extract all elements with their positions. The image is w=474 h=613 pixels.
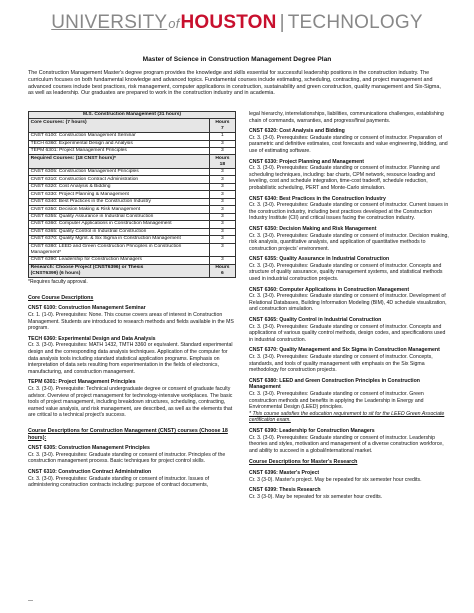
course-text: Cr. 3. (3-0). Prerequisites: MATH 1432, TMTH 3360 or equivalent. Standard experimental design and the corresponding data analysis techniques. Application of the computer for data analysis tools including standard statistical application programs. Emphasis on interpretation of data sets resulting from experimentation in the fields of electronics, manufacturing, and construction management. [28,342,233,375]
hours-cell: 3 [209,176,235,183]
course-text: Cr. 3. (3-0). Prerequisites: Graduate standing or consent of instructor. Current issues in the construction industry, including best practices developed at the Construction Industry Institute (CII) and critical issues facing the construction industry. [249,202,449,222]
course-title: CNST 6320: Cost Analysis and Bidding [249,128,345,135]
faculty-approval-note: *Requires faculty approval. [28,279,88,286]
course-text: Cr. 3. (3-0). Prerequisites: Graduate standing or consent of instructor. Decision making, risk analysis, quantitative analysis, and application of quantitative methods to construction projects' environment. [249,232,449,252]
degree-plan-table [28,111,236,278]
table-row [29,257,236,264]
course-cell: CNST 6365: Quality Control in Industrial Construction [29,228,210,235]
course-cell: CNST 6320: Cost Analysis & Bidding [29,183,210,190]
course-title: TECH 6360: Experimental Design and Data Analysis [28,335,156,342]
table-row [29,176,236,183]
research-label: Research: Choose Project (CNST6396) or Thesis (CNST6399) (6 hours) [29,264,210,278]
course-title: CNST 6340: Best Practices in the Construction Industry [249,195,386,202]
course-title: CNST 6100: Construction Management Seminar [28,305,146,312]
course-description [28,469,236,489]
table-title: M.S. Construction Management (31 hours) [29,112,236,119]
course-text: Cr. 3. (3-0). Prerequisites: Graduate standing or consent of instructor. Concepts and applications of various quality control methods, design codes, and specifications used in industrial construction. [249,323,446,343]
course-cell: CNST 6360: Computer Applications in Construction Management [29,221,210,228]
page-title: Master of Science in Construction Management Degree Plan [142,56,332,63]
course-text: Cr. 3. (3-0). Prerequisites: Graduate standing or consent of instructor. Planning and scheduling techniques, including: bar charts, CPM network, resource loading and leveling, cost and schedule integration, time-cost tradeoff, schedule reduction, probabilistic scheduling, PERT and Monte-Carlo simulation. [249,165,440,191]
logo-of: of [168,16,180,31]
course-text: Cr. 3. (3-0). Prerequisites: Graduate standing or consent of instructor. Green construction methods and benefits in applying the Leadership in Energy and Environmental Design (LEED) principles. [249,390,424,411]
course-description [249,287,449,313]
course-description [249,196,449,222]
table-row [29,206,236,213]
course-cell: CNST 6310: Construction Contract Administration [29,176,210,183]
hours-cell: 3 [209,169,235,176]
table-row [29,140,236,147]
table-row [29,169,236,176]
course-description [249,317,449,343]
required-hours-cell: Hours 18 [209,155,235,169]
logo-houston: HOUSTON [180,12,277,33]
required-courses-label: Required Courses: (18 CNST hours)* [29,155,210,169]
course-text: Cr. 3 (3-0). Master's project. May be repeated for six semester hour credits. [249,476,422,483]
course-text: Cr. 3. (3-0). Prerequisites: Graduate standing or consent of instructor. Concepts and structure of quality assurance, quality management systems, and statistical methods used in industrial construction projects. [249,262,443,283]
course-title: CNST 6360: Computer Applications in Construction Management [249,286,410,293]
course-description [249,226,449,252]
course-note: * This course satisfies the education requirement to sit for the LEED Green Associate certification exam. [249,410,445,424]
course-title: TEPM 6301: Project Management Principles [28,379,136,386]
course-text: Cr. 3. (3-0). Prerequisites: Graduate standing or consent of instructor. Concepts, standards, and tools of quality management with emphasis on the Six Sigma methodology for construction projects. [249,354,433,374]
course-title: CNST 6365: Quality Control in Industrial Construction [249,317,382,324]
left-column [28,111,236,489]
course-description [249,347,449,373]
course-title: CNST 6305: Construction Management Principles [28,445,150,452]
hours-cell: 3 [209,221,235,228]
hours-cell: 3 [209,257,235,264]
required-courses-row [29,155,236,169]
course-cell: CNST 6330: Project Planning & Management [29,191,210,198]
intro-paragraph: The Construction Management Master's degree program provides the knowledge and skills essential for successful leadership positions in the construction industry. The curriculum focuses on both fundamental knowledge and advanced topics. Fundamental courses include estimating, scheduling, contracting, and project management and advanced courses include best practices, risk management, computer applications in construction, sustainability and green construction, quality management and Six-Sigma, as well as leadership. Our graduates are prepared to work in the construction industry and in academia. [28,70,441,97]
university-logo [0,12,474,34]
research-row [29,264,236,278]
research-descriptions [249,470,449,500]
hours-cell: 3 [209,236,235,243]
hours-cell: 3 [209,243,235,257]
course-title: CNST 6330: Project Planning and Management [249,158,365,165]
course-description [28,445,236,465]
table-row [29,191,236,198]
hours-cell: 3 [209,140,235,147]
hours-cell: 3 [209,228,235,235]
course-text: Cr. 3. (3-0). Prerequisites: Graduate standing or consent of instructor. Preparation of parametric and definitive estimates, cost forecasts and value engineering, bidding, and use of estimating software. [249,134,448,154]
hours-cell: 3 [209,198,235,205]
table-row [29,243,236,257]
core-courses-label: Core Courses: (7 hours) [29,119,210,133]
course-text: Cr. 3. (3-0). Prerequisite: Technical undergraduate degree or consent of graduate faculty advisor. Overview of project management for technology-intensive workplaces. The basic tools of project management, including breakdown structures, scheduling, contracting, earned value analysis, and risk management, are described, as well as the elements that are critical to a technical project's success. [28,386,233,419]
course-cell: CNST 6350: Decision Making & Risk Management [29,206,210,213]
page-mark: — [28,598,33,604]
hours-cell: 3 [209,206,235,213]
research-heading: Course Descriptions for Master's Research [249,459,358,466]
course-title: CNST 6390: Leadership for Construction Managers [249,427,375,434]
table-row [29,183,236,190]
table-row [29,228,236,235]
cnst-descriptions [28,445,236,489]
course-description [249,378,449,424]
hours-cell: 3 [209,213,235,220]
course-text: Cr. 3. (3-0). Prerequisites: Graduate standing or consent of instructor. Leadership theories and styles, motivation and management of a diverse construction workforce, and ability to succeed in a global/international market. [249,434,444,454]
course-cell: CNST 6340: Best Practices in the Construction Industry [29,198,210,205]
hours-cell: 1 [209,133,235,140]
course-title: CNST 6396: Master's Project [249,469,320,476]
course-description [28,336,236,376]
course-cell: CNST 6305: Construction Management Principles [29,169,210,176]
core-desc-heading: Core Course Descriptions [28,294,94,301]
course-description [249,428,449,454]
research-hours-cell: Hours 6 [209,264,235,278]
course-title: CNST 6399: Thesis Research [249,487,321,494]
course-description [249,256,449,282]
course-title: CNST 6310: Construction Contract Administration [28,468,152,475]
course-text: Cr. 3 (3-0). May be repeated for six semester hour credits. [249,493,383,500]
table-row [29,213,236,220]
table-row [29,147,236,154]
course-title: CNST 6380: LEED and Green Construction Principles in Construction Management [249,377,420,391]
course-text: Cr. 3. (3-0). Prerequisites: Graduate standing or consent of instructor. Issues of administering construction contracts including: purpose of contract documents, [28,475,210,489]
course-text: Cr. 3. (3-0). Prerequisites: Graduate standing or consent of instructor. Development of Relational Databases, Building Information Modeling (BIM), 4D schedule visualization, and construction simulation. [249,293,447,313]
course-cell: CNST 6380: LEED and Green Construction Principles in Construction Management* [29,243,210,257]
table-row [29,236,236,243]
course-cell: CNST 6355: Quality Assurance in Industrial Construction [29,213,210,220]
course-cell: TECH 6360: Experimental Design and Analysis [29,140,210,147]
hours-cell: 3 [209,183,235,190]
course-description [28,305,236,331]
course-title: CNST 6355: Quality Assurance in Industrial Construction [249,256,390,263]
continued-text: legal hierarchy, interrelationships, liabilities, communications challenges, establishing chain of commands, warranties, and progress/final payments. [249,111,444,124]
table-row [29,221,236,228]
course-title: CNST 6370: Quality Management and Six Sigma in Construction Management [249,347,440,354]
course-cell: CNST 6390: Leadership for Construction Managers [29,257,210,264]
course-description [28,379,236,419]
table-row [29,133,236,140]
right-course-descriptions [249,128,449,454]
course-description [249,487,449,500]
course-cell: CNST 6100: Construction Management Seminar [29,133,210,140]
course-title: CNST 6350: Decision Making and Risk Management [249,225,377,232]
hours-cell: 3 [209,147,235,154]
core-descriptions [28,305,236,419]
course-description [249,470,449,483]
course-description [249,159,449,192]
table-row [29,198,236,205]
logo-university: UNIVERSITY [51,12,168,33]
core-hours-cell: Hours 7 [209,119,235,133]
hours-cell: 3 [209,191,235,198]
course-text: Cr. 3. (3-0). Prerequisites: Graduate standing or consent of instructor. Principles of the construction management process. Basic techniques for project control skills. [28,451,226,465]
course-text: Cr. 1. (1-0). Prerequisites: None. This course covers areas of interest in Construction Management. Students are introduced to research methods and fields available in the MS program. [28,312,234,332]
course-cell: TEPM 6301: Project Management Principles [29,147,210,154]
logo-divider: | [279,12,285,33]
cnst-desc-heading: Course Descriptions for Construction Management (CNST) courses (Choose 18 hours): [28,427,228,441]
course-description [249,128,449,154]
right-column [249,111,449,500]
course-cell: CNST 6370: Quality Mgmt. & Six Sigma in Construction Management [29,236,210,243]
logo-technology: TECHNOLOGY [287,12,423,33]
